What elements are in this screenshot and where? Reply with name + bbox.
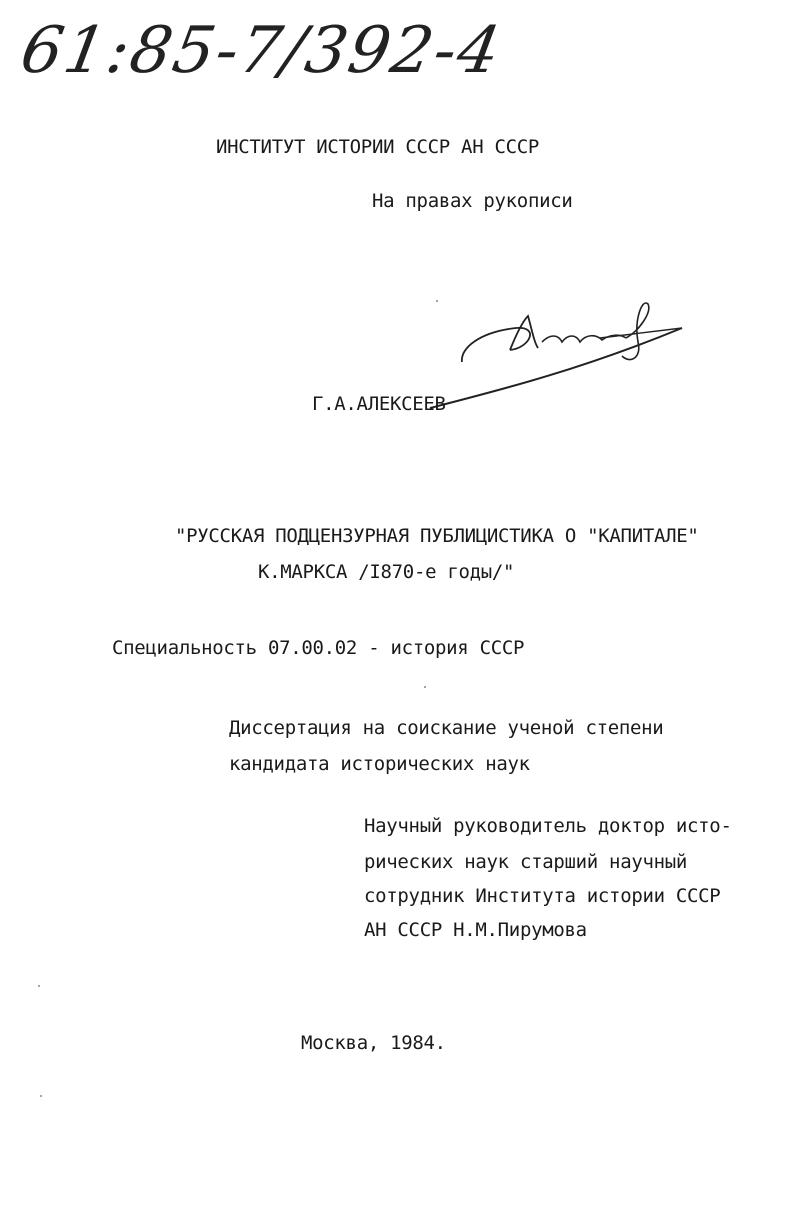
dissertation-title-line2: К.МАРКСА /I870-е годы/" xyxy=(258,561,515,583)
speck xyxy=(40,1095,42,1097)
advisor-line: сотрудник Института истории СССР xyxy=(364,885,721,907)
archive-code: 61:85-7/392-4 xyxy=(15,14,508,88)
dissertation-title-line1: "РУССКАЯ ПОДЦЕНЗУРНАЯ ПУБЛИЦИСТИКА О "КАПИТАЛЕ" xyxy=(175,525,699,547)
speck xyxy=(38,985,40,987)
advisor-line: рических наук старший научный xyxy=(364,851,688,873)
place-year: Москва, 1984. xyxy=(301,1032,446,1054)
dissertation-degree-line1: Диссертация на соискание ученой степени xyxy=(229,717,664,739)
author-name: Г.А.АЛЕКСЕЕВ xyxy=(312,393,446,415)
advisor-line: АН СССР Н.М.Пирумова xyxy=(364,919,587,941)
speck xyxy=(436,300,438,302)
institute-name: ИНСТИТУТ ИСТОРИИ СССР АН СССР xyxy=(216,136,540,158)
advisor-line: Научный руководитель доктор исто- xyxy=(364,815,732,837)
dissertation-degree-line2: кандидата исторических наук xyxy=(229,753,530,775)
rights-note: На правах рукописи xyxy=(372,190,573,212)
author-signature xyxy=(420,290,690,420)
speck xyxy=(424,686,426,688)
specialty-line: Специальность 07.00.02 - история СССР xyxy=(112,637,525,659)
